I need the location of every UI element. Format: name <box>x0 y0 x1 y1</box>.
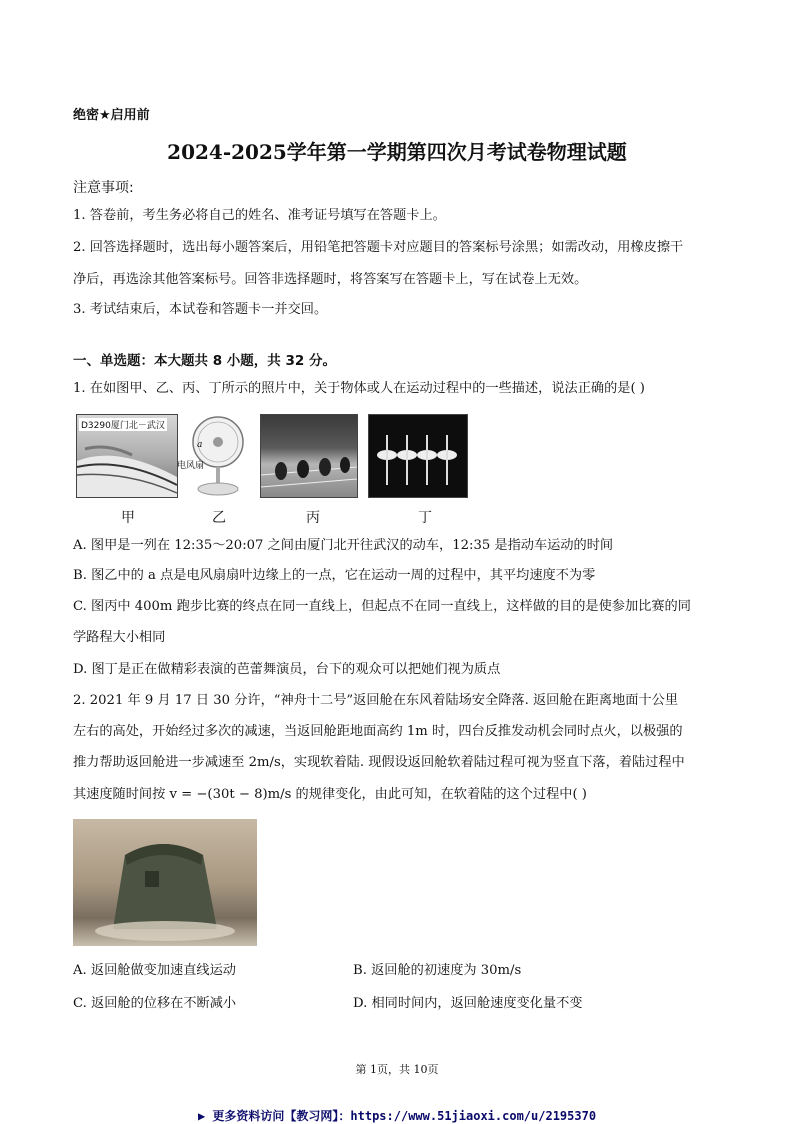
q2-line2: 左右的高处，开始经过多次的减速，当返回舱距地面高约 1m 时，四台反推发动机会同时点火，以极强的 <box>73 724 683 739</box>
q2-option-a: A. 返回舱做变加速直线运动 <box>73 963 236 978</box>
footer-link[interactable]: ▶ 更多资料访问【教习网】：https://www.51jiaoxi.com/u/2195370 <box>197 1109 597 1123</box>
q2-option-c: C. 返回舱的位移在不断减小 <box>73 996 237 1011</box>
note-3: 3. 考试结束后，本试卷和答题卡一并交回。 <box>73 302 328 317</box>
caption-bing: 丙 <box>306 510 320 526</box>
caption-jia: 甲 <box>121 510 135 526</box>
notes-heading: 注意事项: <box>73 180 134 196</box>
q2-line3: 推力帮助返回舱进一步减速至 2m/s，实现软着陆. 现假设返回舱软着陆过程可视为竖直下落，着陆过程中 <box>73 755 685 770</box>
note-1: 1. 答卷前，考生务必将自己的姓名、准考证号填写在答题卡上。 <box>73 208 446 223</box>
q2-line1: 2. 2021 年 9 月 17 日 30 分许，“神舟十二号”返回舱在东风着陆场安全降落. 返回舱在距离地面十公里 <box>73 693 679 708</box>
q1-stem: 1. 在如图甲、乙、丙、丁所示的照片中，关于物体或人在运动过程中的一些描述，说法正确的是( ) <box>73 381 645 396</box>
confidential-label: 绝密★启用前 <box>73 108 150 123</box>
caption-ding: 丁 <box>418 510 432 526</box>
q1-option-d: D. 图丁是正在做精彩表演的芭蕾舞演员，台下的观众可以把她们视为质点 <box>73 662 501 677</box>
train-label: D3290厦门北－武汉 <box>79 418 167 431</box>
section-heading: 一、单选题：本大题共 8 小题，共 32 分。 <box>73 353 336 369</box>
page-title: 2024-2025学年第一学期第四次月考试卷物理试题 <box>167 140 627 164</box>
q2-option-d: D. 相同时间内，返回舱速度变化量不变 <box>353 996 583 1011</box>
q1-option-b: B. 图乙中的 a 点是电风扇扇叶边缘上的一点，它在运动一周的过程中，其平均速度不为零 <box>73 568 596 583</box>
photo-ballet <box>368 414 468 498</box>
fan-label: 电风扇 <box>177 461 205 471</box>
photo-fan <box>177 412 249 498</box>
caption-yi: 乙 <box>212 510 226 526</box>
capsule-illustration <box>73 819 257 946</box>
note-2-line1: 2. 回答选择题时，选出每小题答案后，用铅笔把答题卡对应题目的答案标号涂黑；如需改动，用橡皮擦干 <box>73 240 684 255</box>
note-2-line2: 净后，再选涂其他答案标号。回答非选择题时，将答案写在答题卡上，写在试卷上无效。 <box>73 272 588 287</box>
fan-illustration <box>187 412 249 498</box>
photo-return-capsule <box>73 819 257 946</box>
q1-option-c-line2: 学路程大小相同 <box>73 630 166 645</box>
page-number: 第 1页，共 10页 <box>355 1063 439 1076</box>
q2-line4: 其速度随时间按 v = −(30t − 8)m/s 的规律变化，由此可知，在软着陆的这个过程中( ) <box>73 787 587 802</box>
q1-option-c-line1: C. 图丙中 400m 跑步比赛的终点在同一直线上，但起点不在同一直线上，这样做的目的是使参加比赛的同 <box>73 599 691 614</box>
photo-runners <box>260 414 358 498</box>
runners-illustration <box>261 415 357 497</box>
q1-option-a: A. 图甲是一列在 12:35～20:07 之间由厦门北开往武汉的动车，12:35 是指动车运动的时间 <box>73 538 614 553</box>
fan-point-a: a <box>197 440 203 450</box>
photo-train <box>76 414 178 498</box>
q2-option-b: B. 返回舱的初速度为 30m/s <box>353 963 522 978</box>
ballet-illustration <box>369 415 467 497</box>
